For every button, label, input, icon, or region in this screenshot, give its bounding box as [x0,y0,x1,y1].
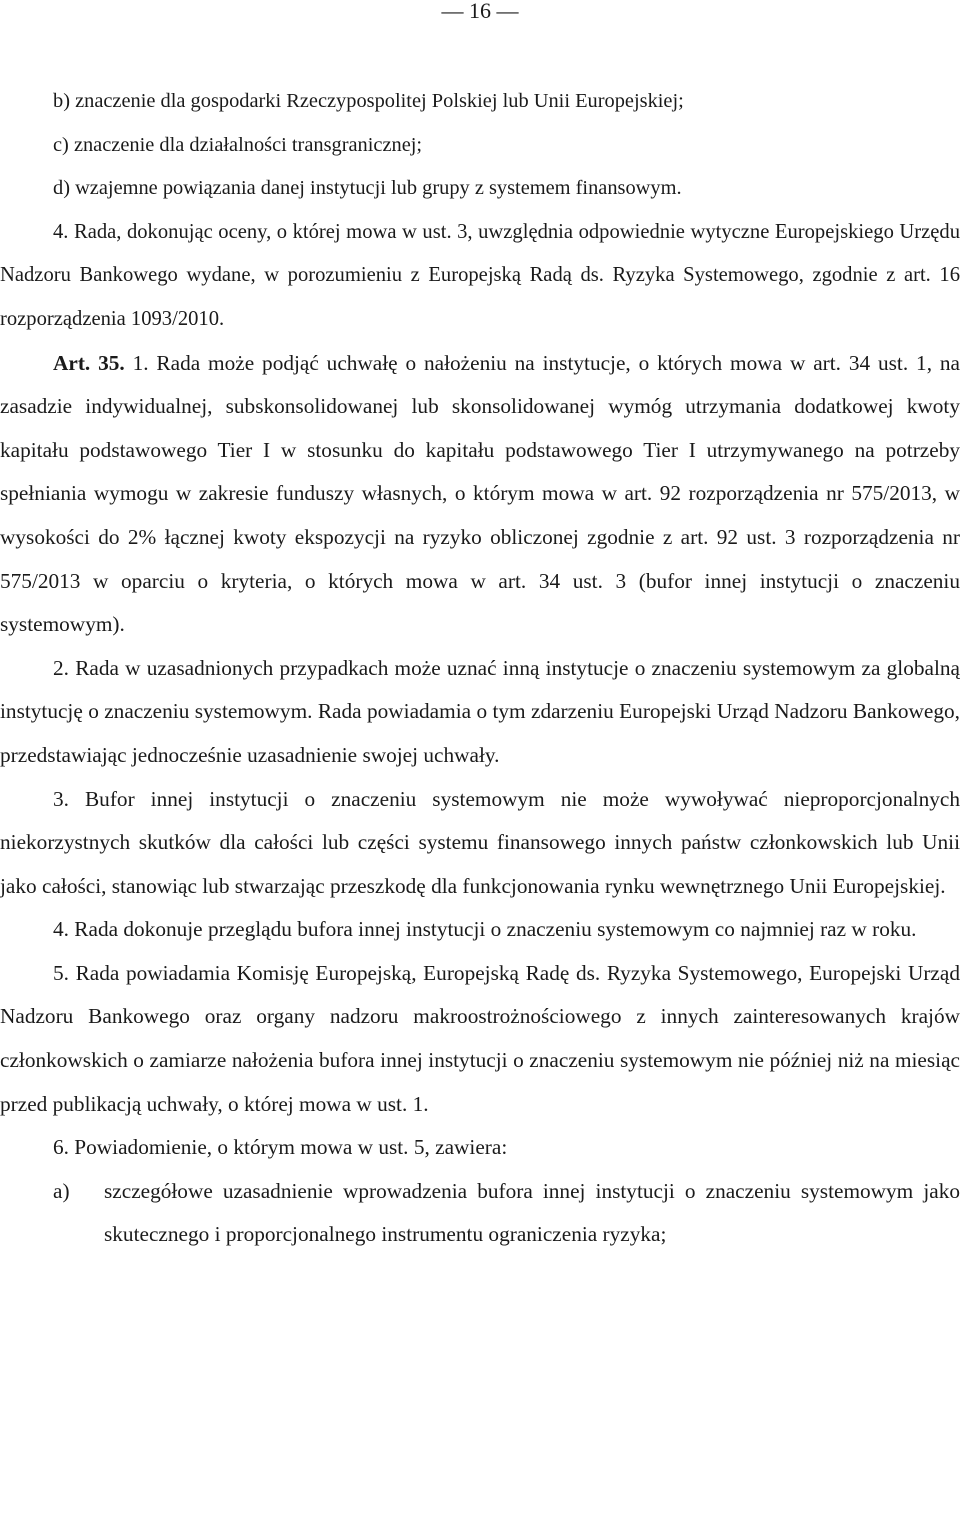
item-a-text: szczegółowe uzasadnienie wprowadzenia bufora innej instytucji o znaczeniu systemowym jako skutecznego i proporcjonalnego instrumentu ograniczenia ryzyka; [104,1178,960,1247]
list-item-d: d) wzajemne powiązania danej instytucji lub grupy z systemem finansowym. [53,177,682,200]
article-35-ust-4: 4. Rada dokonuje przeglądu bufora innej instytucji o znaczeniu systemowym co najmniej raz w roku. [53,917,917,942]
article-35-ust-5: 5. Rada powiadamia Komisję Europejską, Europejską Radę ds. Ryzyka Systemowego, Europejski Urząd Nadzoru Bankowego oraz organy nadzoru makroostrożnościowego z innych zainteresowanych krajów członkowskich o zamiarze nałożenia bufora innej instytucji o znaczeniu systemowym nie później niż na miesiąc przed publikacją uchwały, o której mowa w ust. 1. [0,960,960,1116]
list-item-b: b) znaczenie dla gospodarki Rzeczypospolitej Polskiej lub Unii Europejskiej; [53,90,684,112]
article-35-ust-6-item-a [0,1170,960,1257]
article-35-ust-3: 3. Bufor innej instytucji o znaczeniu systemowym nie może wywoływać nieproporcjonalnych niekorzystnych skutków dla całości lub części systemu finansowego innych państw członkowskich lub Unii jako całości, stanowiąc lub stwarzając przeszkodę dla funkcjonowania rynku wewnętrznego Unii Europejskiej. [0,786,960,898]
article-35-ust-1 [0,342,960,647]
article-35-ust-1-text: 1. Rada może podjąć uchwałę o nałożeniu na instytucje, o których mowa w art. 34 ust. 1, na zasadzie indywidualnej, subskonsolidowanej lub skonsolidowanej wymóg utrzymania dodatkowej kwoty kapitału podstawowego Tier I w stosunku do kapitału podstawowego Tier I utrzymywanego na potrzeby spełniania wymogu w zakresie funduszy własnych, o którym mowa w art. 92 rozporządzenia nr 575/2013, w wysokości do 2% łącznej kwoty ekspozycji na ryzyko obliczonej zgodnie z art. 92 ust. 3 rozporządzenia nr 575/2013 w oparciu o kryteria, o których mowa w art. 34 ust. 3 (bufor innej instytucji o znaczeniu systemowym). [0,350,960,637]
page-number: — 16 — [441,0,519,23]
article-label: Art. 35. [53,350,125,375]
item-a-marker: a) [53,1178,70,1203]
document-body [0,80,960,1257]
paragraph-ust-4-previous: 4. Rada, dokonując oceny, o której mowa w ust. 3, uwzględnia odpowiednie wytyczne Europejskiego Urzędu Nadzoru Bankowego wydane, w porozumieniu z Europejską Radą ds. Ryzyka Systemowego, zgodnie z art. 16 rozporządzenia 1093/2010. [0,220,960,330]
article-35-ust-2: 2. Rada w uzasadnionych przypadkach może uznać inną instytucje o znaczeniu systemowym za globalną instytucję o znaczeniu systemowym. Rada powiadamia o tym zdarzeniu Europejski Urząd Nadzoru Bankowego, przedstawiając jednocześnie uzasadnienie swojej uchwały. [0,655,960,767]
article-35-ust-6: 6. Powiadomienie, o którym mowa w ust. 5, zawiera: [53,1135,508,1160]
list-item-c: c) znaczenie dla działalności transgranicznej; [53,133,423,156]
